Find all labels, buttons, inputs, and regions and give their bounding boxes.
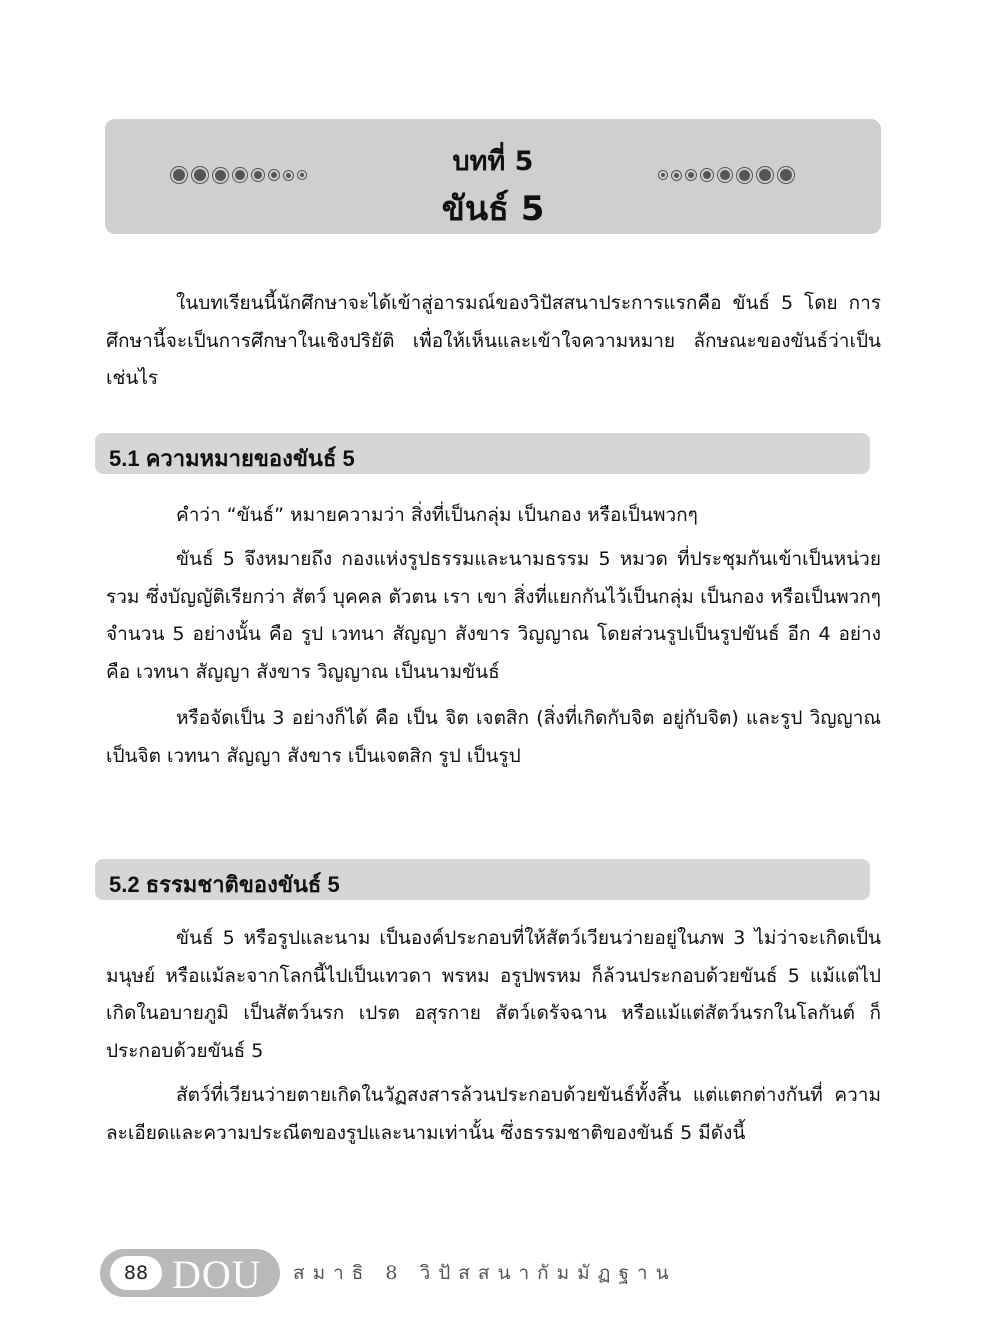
dou-logo: DOU (172, 1252, 262, 1297)
section1-paragraph: ขันธ์ 5 จึงหมายถึง กองแห่งรูปธรรมและนามธรรม 5 หมวด ที่ประชุมกันเข้าเป็นหน่วยรวม ซึ่งบัญญัติเรียกว่า สัตว์ บุคคล ตัวตน เรา เขา สิ่งที่แยกกันไว้เป็นกลุ่ม เป็นกอง หรือเป็นพวกๆ จำนวน 5 อย่างนั้น คือ รูป เวทนา สัญญา สังขาร วิญญาณ โดยส่วนรูปเป็นรูปขันธ์ อีก 4 อย่าง คือ เวทนา สัญญา สังขาร วิญญาณ เป็นนามขันธ์ (106, 548, 881, 683)
section2-paragraph: ขันธ์ 5 หรือรูปและนาม เป็นองค์ประกอบที่ให้สัตว์เวียนว่ายอยู่ในภพ 3 ไม่ว่าจะเกิดเป็นมนุษย์ หรือแม้ละจากโลกนี้ไปเป็นเทวดา พรหม อรูปพรหม ก็ล้วนประกอบด้วยขันธ์ 5 แม้แต่ไปเกิดในอบายภูมิ เป็นสัตว์นรก เปรต อสุรกาย สัตว์เดรัจฉาน หรือแม้แต่สัตว์นรกในโลกันต์ ก็ประกอบด้วยขันธ์ 5 (106, 927, 881, 1062)
chapter-title: ขันธ์ 5 (441, 189, 545, 229)
chapter-header (105, 119, 881, 234)
chapter-number: บทที่ 5 (452, 146, 534, 177)
footer-badge (100, 1249, 280, 1297)
page-number: 88 (110, 1256, 162, 1290)
decorative-dots-right (661, 169, 801, 181)
section-title: 5.1 ความหมายของขันธ์ 5 (109, 446, 355, 471)
section-title: 5.2 ธรรมชาติของขันธ์ 5 (109, 872, 340, 897)
section2-paragraph: สัตว์ที่เวียนว่ายตายเกิดในวัฏสงสารล้วนประกอบด้วยขันธ์ทั้งสิ้น แต่แตกต่างกันที่ ความละเอียดและความประณีตของรูปและนามเท่านั้น ซึ่งธรรมชาติของขันธ์ 5 มีดังนี้ (106, 1084, 881, 1144)
section1-paragraph: คำว่า “ขันธ์” หมายความว่า สิ่งที่เป็นกลุ่ม เป็นกอง หรือเป็นพวกๆ (176, 504, 698, 526)
section1-paragraph: หรือจัดเป็น 3 อย่างก็ได้ คือ เป็น จิต เจตสิก (สิ่งที่เกิดกับจิต อยู่กับจิต) และรูป วิญญาณ เป็นจิต เวทนา สัญญา สังขาร เป็นเจตสิก รูป เป็นรูป (106, 707, 882, 767)
section-header-5-1 (95, 433, 870, 474)
intro-paragraph: ในบทเรียนนี้นักศึกษาจะได้เข้าสู่อารมณ์ของวิปัสสนาประการแรกคือ ขันธ์ 5 โดย การศึกษานี้จะเป็นการศึกษาในเชิงปริยัติ เพื่อให้เห็นและเข้าใจความหมาย ลักษณะของขันธ์ว่าเป็นเช่นไร (106, 292, 881, 389)
book-title: สมาธิ 8 วิปัสสนากัมมัฏฐาน (293, 1262, 677, 1284)
section-header-5-2 (95, 859, 870, 900)
